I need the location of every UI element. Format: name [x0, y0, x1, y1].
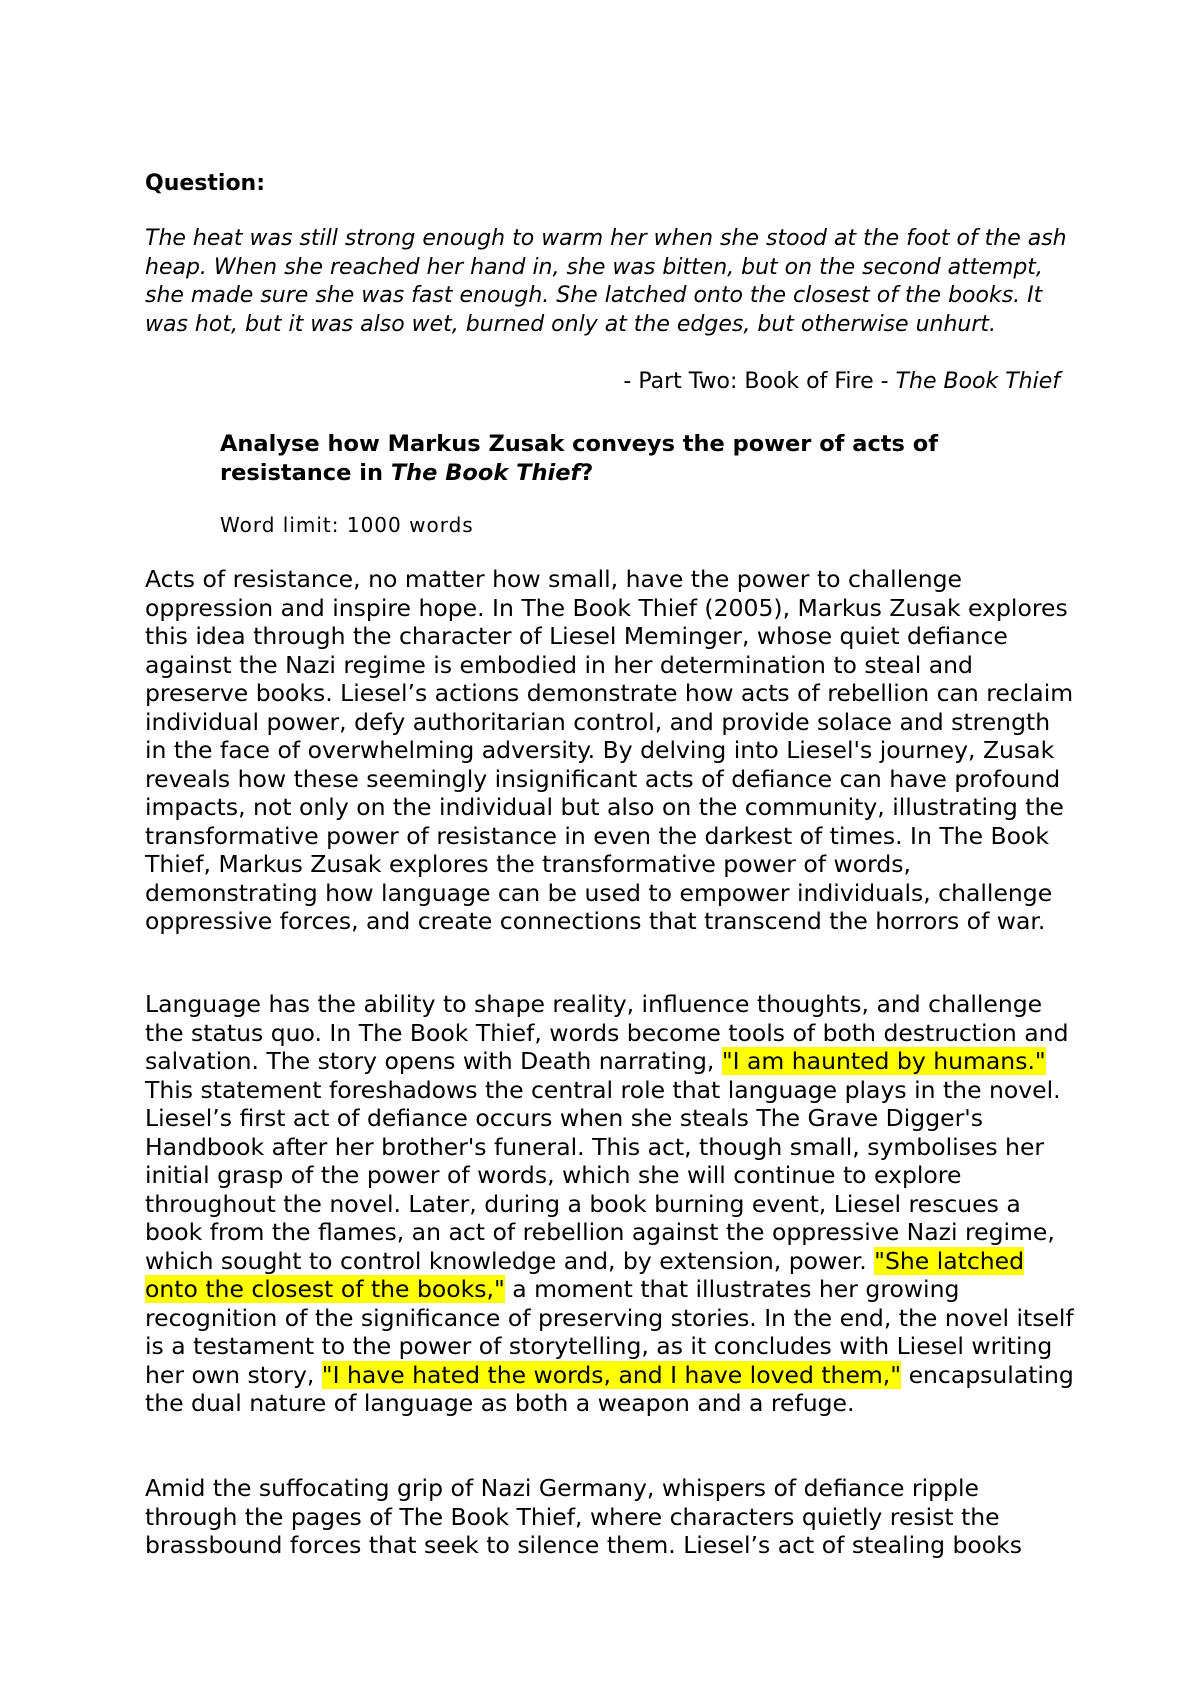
question-heading: Question: — [145, 171, 266, 196]
highlighted-quote-1: "I am haunted by humans." — [721, 1047, 1046, 1075]
highlighted-quote-2: "She latched onto the closest of the books," — [145, 1246, 1025, 1303]
quote-attribution — [145, 368, 1060, 396]
paragraph-2-text-c: a moment that illustrates her growing recognition of the significance of preserving stories. In the end, the novel itself is a testament to the power of storytelling, as it concludes with Liesel writing her own story, — [145, 1275, 1074, 1389]
essay-paragraph-1: Acts of resistance, no matter how small, have the power to challenge oppression and inspire hope. In The Book Thief (2005), Markus Zusak explores this idea through the character of Liesel Meminger, whose quiet defiance against the Nazi regime is embodied in her determination to steal and preserve books. Liesel’s actions demonstrate how acts of rebellion can reclaim individual power, defy authoritarian control, and provide solace and strength in the face of overwhelming adversity. By delving into Liesel's journey, Zusak reveals how these seemingly insignificant acts of defiance can have profound impacts, not only on the individual but also on the community, illustrating the transformative power of resistance in even the darkest of times. In The Book Thief, Markus Zusak explores the transformative power of words, demonstrating how language can be used to empower individuals, challenge oppressive forces, and create connections that transcend the horrors of war. — [145, 565, 1074, 935]
word-limit: Word limit: 1000 words — [220, 513, 474, 537]
prompt-book-title: The Book Thief — [390, 459, 581, 486]
highlighted-quote-3: "I have hated the words, and I have loved them," — [321, 1360, 902, 1389]
attribution-prefix: - Part Two: Book of Fire - — [623, 369, 896, 394]
paragraph-2-text-a: Language has the ability to shape reality, influence thoughts, and challenge the status quo. In The Book Thief, words become tools of both destruction and salvation. The story opens with Death narrating, — [145, 990, 1069, 1075]
essay-paragraph-3: Amid the suffocating grip of Nazi Germany, whispers of defiance ripple through the pages of The Book Thief, where characters quietly resist the brassbound forces that seek to silence them. Liesel’s act of stealing books — [145, 1474, 1023, 1559]
attribution-title: The Book Thief — [895, 369, 1060, 394]
paragraph-2-text-b: This statement foreshadows the central role that language plays in the novel. Liesel’s first act of defiance occurs when she steals The Grave Digger's Handbook after her brother's funeral. This act, though small, symbolises her initial grasp of the power of words, which she will continue to explore throughout the novel. Later, during a book burning event, Liesel rescues a book from the flames, an act of rebellion against the oppressive Nazi regime, which sought to control knowledge and, by extension, power. — [145, 1075, 1061, 1275]
quote-passage: The heat was still strong enough to warm her when she stood at the foot of the ash heap. When she reached her hand in, she was bitten, but on the second attempt, she made sure she was fast enough. She latched onto the closest of the books. It was hot, but it was also wet, burned only at the edges, but otherwise unhurt. — [145, 226, 1067, 337]
prompt-text: Analyse how Markus Zusak conveys the power of acts of resistance in — [220, 431, 939, 486]
prompt-suffix: ? — [580, 459, 594, 486]
essay-paragraph-2 — [145, 990, 1075, 1418]
essay-prompt — [220, 430, 1050, 487]
paragraph-2-text-d: encapsulating the dual nature of language as both a weapon and a refuge. — [145, 1360, 1074, 1417]
